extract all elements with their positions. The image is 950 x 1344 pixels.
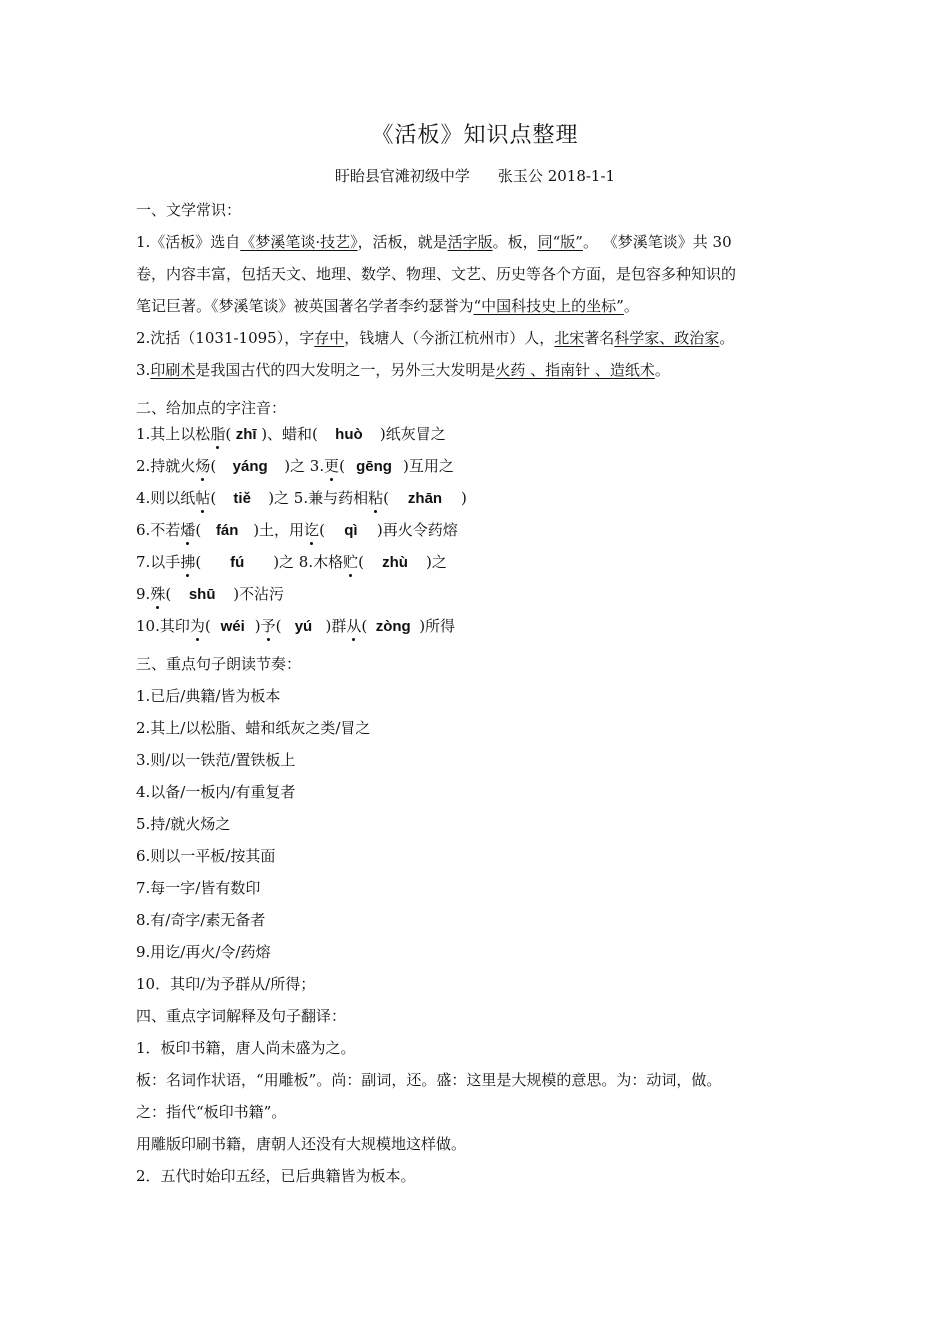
sentence-1-explanation-2: 之：指代“板印书籍”。 [136, 1103, 287, 1121]
pinyin-row-4: 6.不若燔( fán )土，用讫( qì )再火令药熔 [136, 521, 458, 539]
rhythm-item: 7.每一字/皆有数印 [136, 879, 261, 897]
section-2-heading: 二、给加点的字注音： [136, 399, 287, 417]
pinyin-row-1: 1.其上以松脂( zhī )、蜡和( huò )纸灰冒之 [136, 425, 446, 443]
sentence-1: 1．板印书籍，唐人尚未盛为之。 [136, 1039, 356, 1057]
sentence-2: 2．五代时始印五经，已后典籍皆为板本。 [136, 1167, 416, 1185]
author-date: 张玉公 2018-1-1 [497, 167, 616, 185]
section-1-heading: 一、文学常识： [136, 201, 242, 219]
pinyin-row-2: 2.持就火炀( yáng )之 3.更( gēng )互用之 [136, 457, 454, 475]
sentence-1-translation: 用雕版印刷书籍，唐朝人还没有大规模地这样做。 [136, 1135, 467, 1153]
lit-item-1-line-2: 卷，内容丰富，包括天文、地理、数学、物理、文艺、历史等各个方面，是包容多种知识的 [136, 265, 737, 283]
rhythm-item: 3.则/以一铁范/置铁板上 [136, 751, 296, 769]
lit-item-1-line-3: 笔记巨著。《梦溪笔谈》被英国著名学者李约瑟誉为“中国科技史上的坐标”。 [136, 297, 639, 315]
pinyin-row-5: 7.以手拂( fú )之 8.木格贮( zhù )之 [136, 553, 447, 571]
school-name: 盱眙县官滩初级中学 [334, 167, 470, 185]
ban-meaning: 同“版” [537, 233, 583, 251]
rhythm-item: 6.则以一平板/按其面 [136, 847, 276, 865]
rhythm-item: 5.持/就火炀之 [136, 815, 231, 833]
pinyin-row-3: 4.则以纸帖( tiě )之 5.兼与药相粘( zhān ) [136, 489, 467, 507]
huoban-meaning: 活字版 [447, 233, 493, 251]
rhythm-item: 2.其上/以松脂、蜡和纸灰之类/冒之 [136, 719, 371, 737]
subtitle [0, 165, 950, 186]
rhythm-item: 1.已后/典籍/皆为板本 [136, 687, 281, 705]
lit-item-1-line-1: 1.《活板》选自《梦溪笔谈·技艺》，活板，就是活字版。板，同“版”。 《梦溪笔谈》共 30 [136, 233, 732, 251]
pinyin-row-7: 10.其印为( wéi )予( yú )群从( zòng )所得 [136, 617, 456, 635]
page-title: 《活板》知识点整理 [371, 123, 579, 148]
sentence-1-explanation: 板：名词作状语，“用雕板”。尚：副词，还。盛：这里是大规模的意思。为：动词，做。 [136, 1071, 722, 1089]
rhythm-item: 4.以备/一板内/有重复者 [136, 783, 296, 801]
lit-item-3: 3.印刷术是我国古代的四大发明之一，另外三大发明是火药 、指南针 、造纸术。 [136, 361, 670, 379]
rhythm-item: 9.用讫/再火/令/药熔 [136, 943, 271, 961]
pinyin-row-6: 9.殊( shū )不沾污 [136, 585, 285, 603]
rhythm-item: 10．其印/为予群从/所得； [136, 975, 316, 993]
praise-quote: “中国科技史上的坐标” [473, 297, 624, 315]
section-3-heading: 三、重点句子朗读节奏： [136, 655, 302, 673]
rhythm-item: 8.有/奇字/素无备者 [136, 911, 266, 929]
lit-item-2: 2.沈括（1031-1095），字存中，钱塘人（今浙江杭州市）人，北宋著名科学家、政治家。 [136, 329, 735, 347]
section-4-heading: 四、重点字词解释及句子翻译： [136, 1007, 347, 1025]
source-book: 《梦溪笔谈·技艺》 [240, 233, 358, 251]
